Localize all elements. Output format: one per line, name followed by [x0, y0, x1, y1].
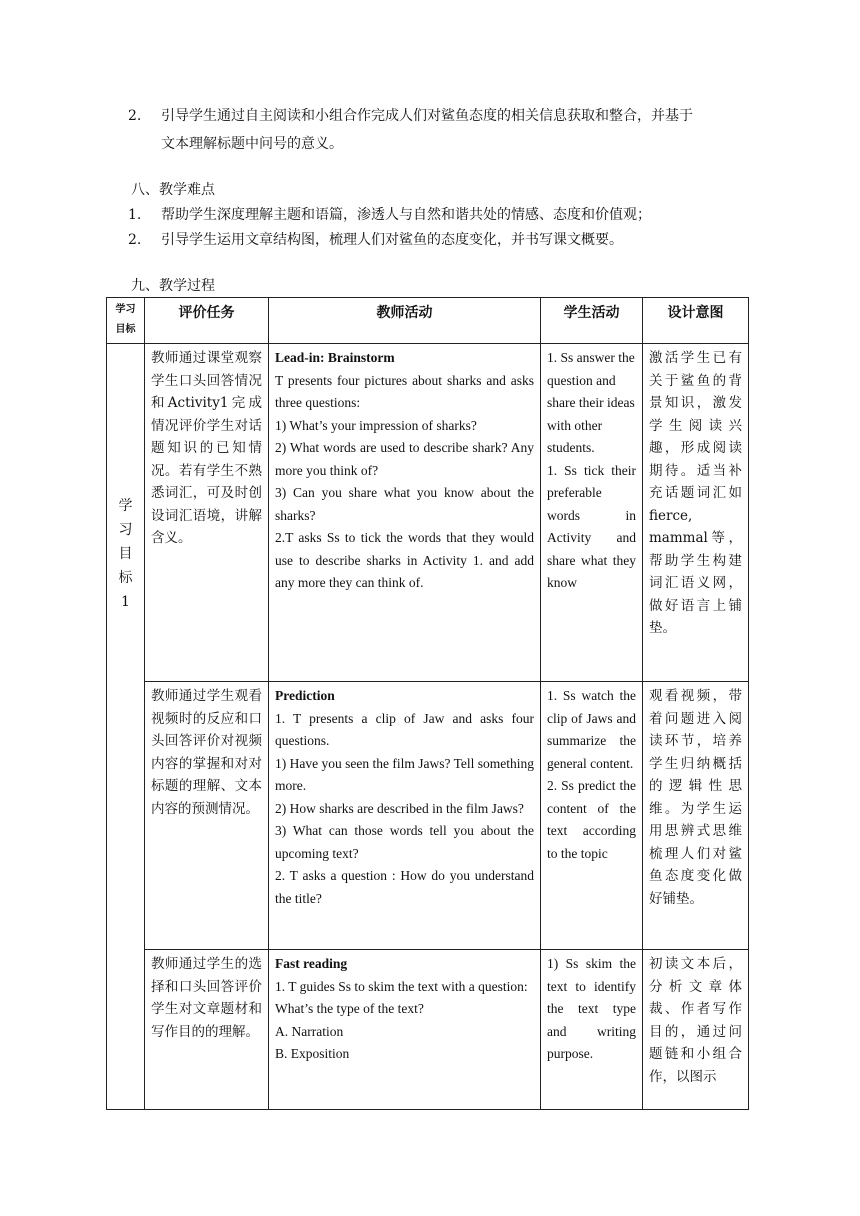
teacher-line: A. Narration — [275, 1023, 344, 1039]
teacher-line: 2) What words are used to describe shark? Any more you think of? — [275, 440, 534, 478]
teacher-line: B. Exposition — [275, 1046, 350, 1061]
table-row — [107, 682, 749, 950]
teaching-process-table — [106, 297, 749, 1110]
teacher-cell — [269, 682, 541, 950]
teacher-cell — [269, 950, 541, 1110]
header-design: 设计意图 — [643, 298, 749, 344]
design-cell: 初读文本后，分析文章体裁、作者写作目的，通过问题链和小组合作，以图示 — [643, 950, 749, 1110]
list-number: 2. — [128, 108, 142, 124]
header-eval: 评价任务 — [145, 298, 269, 344]
teacher-line: 1) Have you seen the film Jaws? Tell something more. — [275, 755, 534, 793]
header-objective — [107, 298, 145, 344]
student-cell — [541, 682, 643, 950]
eval-cell: 教师通过学生的选择和口头回答评价学生对文章题材和写作目的的理解。 — [145, 950, 269, 1110]
teacher-line: 3) Can you share what you know about the sharks? — [275, 485, 534, 523]
section-8-title: 八、教学难点 — [131, 182, 215, 198]
teacher-line: 2) How sharks are described in the film Jaws? — [275, 800, 524, 816]
header-teacher: 教师活动 — [269, 298, 541, 344]
design-cell: 观看视频，带着问题进入阅读环节，培养学生归纳概括的逻辑性思维。为学生运用思辨式思维梳理人们对鲨鱼态度变化做好铺垫。 — [643, 682, 749, 950]
teacher-step-title: Lead-in: Brainstorm — [275, 350, 395, 365]
teacher-step-title: Fast reading — [275, 956, 348, 971]
difficulty-item-1: 帮助学生深度理解主题和语篇，渗透人与自然和谐共处的情感、态度和价值观； — [161, 207, 651, 223]
student-line: 1) Ss skim the text to identify the text type and writing purpose. — [547, 956, 636, 1061]
teacher-cell — [269, 344, 541, 682]
student-cell — [541, 344, 643, 682]
teacher-step-title: Prediction — [275, 688, 335, 703]
teacher-line: 3) What can those words tell you about the upcoming text? — [275, 823, 534, 861]
header-objective-line1: 学习 — [115, 304, 136, 315]
student-line: 2. Ss predict the content of the text according to the topic — [547, 778, 636, 861]
objective-char: 学 — [118, 498, 133, 514]
eval-cell: 教师通过课堂观察学生口头回答情况和Activity1完成情况评价学生对话题知识的已知情况。若有学生不熟悉词汇，可及时创设词汇语境，讲解含义。 — [145, 344, 269, 682]
teacher-line: 2. T asks a question : How do you understand the title? — [275, 868, 534, 906]
header-objective-line2: 目标 — [115, 324, 136, 335]
teacher-line: T presents four pictures about sharks and asks three questions: — [275, 372, 534, 410]
list-number: 1. — [128, 207, 142, 223]
table-row — [107, 950, 749, 1110]
objective-char: 习 — [118, 522, 133, 538]
goal-item-2-line1: 引导学生通过自主阅读和小组合作完成人们对鲨鱼态度的相关信息获取和整合，并基于 — [161, 108, 693, 124]
student-line: 1. Ss watch the clip of Jaws and summarize the general content. — [547, 688, 636, 771]
eval-cell: 教师通过学生观看视频时的反应和口头回答评价对视频内容的掌握和对对标题的理解、文本内容的预测情况。 — [145, 682, 269, 950]
goal-item-2-line2: 文本理解标题中问号的意义。 — [161, 136, 343, 152]
teacher-line: 1) What’s your impression of sharks? — [275, 417, 477, 433]
list-number: 2. — [128, 232, 142, 248]
design-cell: 激活学生已有关于鲨鱼的背景知识，激发学生阅读兴趣，形成阅读期待。适当补充话题词汇如fierce, mammal等，帮助学生构建词汇语义网，做好语言上铺垫。 — [643, 344, 749, 682]
objective-cell — [107, 344, 145, 1110]
section-9-title: 九、教学过程 — [131, 278, 215, 294]
header-student: 学生活动 — [541, 298, 643, 344]
difficulty-item-2: 引导学生运用文章结构图，梳理人们对鲨鱼的态度变化，并书写课文概要。 — [161, 232, 623, 248]
teacher-line: 1. T guides Ss to skim the text with a question: — [275, 978, 528, 994]
table-row — [107, 344, 749, 682]
teacher-line: 1. T presents a clip of Jaw and asks four questions. — [275, 710, 534, 748]
student-cell — [541, 950, 643, 1110]
objective-char: 标 — [118, 570, 133, 586]
objective-char: 1 — [121, 594, 130, 610]
teacher-line: 2.T asks Ss to tick the words that they would use to describe sharks in Activity 1. and add any more they can think of. — [275, 530, 534, 590]
teacher-line: What’s the type of the text? — [275, 1001, 424, 1016]
student-line: 1. Ss tick their preferable words in Activity and share what they know — [547, 462, 636, 590]
student-line: 1. Ss answer the question and share their ideas with other students. — [547, 350, 635, 455]
objective-char: 目 — [118, 546, 133, 562]
